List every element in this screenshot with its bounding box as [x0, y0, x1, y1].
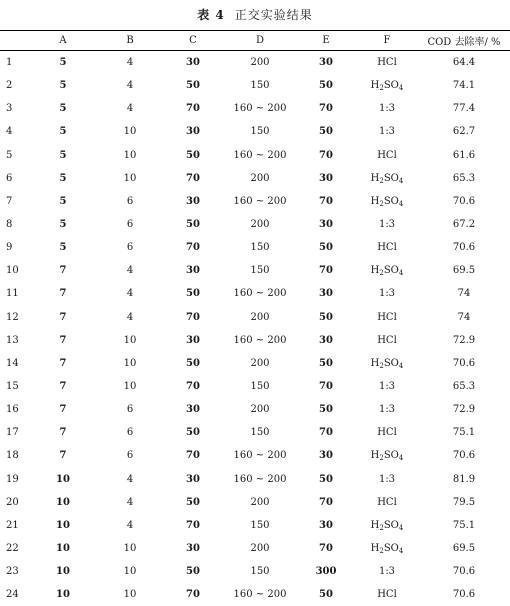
table-cell: 50: [162, 74, 224, 97]
table-cell: HCl: [356, 51, 418, 75]
table-cell: 65.3: [418, 375, 510, 398]
table-cell: 4: [98, 259, 162, 282]
table-cell: 10: [28, 537, 98, 560]
table-cell: 5: [28, 74, 98, 97]
table-cell: 69.5: [418, 537, 510, 560]
table-cell: 3: [0, 97, 28, 120]
table-cell: 30: [162, 468, 224, 491]
table-cell: 70: [296, 97, 356, 120]
table-cell: 5: [28, 120, 98, 143]
table-cell: 67.2: [418, 213, 510, 236]
table-row: [0, 421, 510, 444]
table-cell: 200: [224, 306, 296, 329]
table-cell: 6: [98, 421, 162, 444]
table-cell: HCl: [356, 236, 418, 259]
table-cell: 50: [162, 421, 224, 444]
table-row: [0, 375, 510, 398]
table-cell: 70.6: [418, 560, 510, 583]
column-header: COD 去除率/ %: [418, 31, 510, 51]
table-row: [0, 74, 510, 97]
table-row: [0, 306, 510, 329]
table-cell: 1: [0, 51, 28, 75]
table-cell: 4: [98, 491, 162, 514]
table-title: 正交实验结果: [235, 8, 313, 22]
table-cell: 10: [98, 560, 162, 583]
table-cell: 50: [296, 583, 356, 606]
table-cell: 7: [28, 282, 98, 305]
table-cell: 150: [224, 560, 296, 583]
table-cell: 1:3: [356, 560, 418, 583]
table-cell: 6: [98, 444, 162, 467]
table-cell: 30: [296, 444, 356, 467]
column-header: C: [162, 31, 224, 51]
table-cell: 5: [28, 51, 98, 75]
table-cell: 50: [162, 213, 224, 236]
table-cell: 30: [162, 398, 224, 421]
table-cell: 50: [296, 468, 356, 491]
table-cell: 7: [28, 306, 98, 329]
table-cell: 30: [296, 213, 356, 236]
table-cell: 200: [224, 51, 296, 75]
table-cell: 50: [296, 120, 356, 143]
table-cell: 13: [0, 329, 28, 352]
table-cell: 70.6: [418, 583, 510, 606]
table-cell: 50: [296, 352, 356, 375]
table-cell: 1:3: [356, 468, 418, 491]
table-cell: 150: [224, 421, 296, 444]
table-cell: 75.1: [418, 421, 510, 444]
table-cell: 22: [0, 537, 28, 560]
table-cell: $H_2SO_4$: [356, 444, 418, 467]
table-row: [0, 468, 510, 491]
table-cell: 160 ~ 200: [224, 468, 296, 491]
table-cell: HCl: [356, 306, 418, 329]
table-cell: 50: [296, 74, 356, 97]
table-cell: 70: [162, 306, 224, 329]
table-cell: 2: [0, 74, 28, 97]
table-cell: $H_2SO_4$: [356, 259, 418, 282]
table-cell: 17: [0, 421, 28, 444]
table-cell: 21: [0, 514, 28, 537]
table-cell: 50: [296, 236, 356, 259]
header-row: [0, 31, 510, 51]
table-cell: 10: [98, 120, 162, 143]
table-row: [0, 236, 510, 259]
table-cell: 7: [28, 421, 98, 444]
column-header: [0, 31, 28, 51]
table-cell: 200: [224, 213, 296, 236]
table-cell: 5: [28, 236, 98, 259]
table-cell: 10: [98, 329, 162, 352]
table-cell: 200: [224, 537, 296, 560]
table-cell: 200: [224, 352, 296, 375]
table-cell: 5: [28, 190, 98, 213]
table-cell: 10: [28, 514, 98, 537]
table-cell: HCl: [356, 583, 418, 606]
table-cell: 72.9: [418, 329, 510, 352]
table-cell: 5: [28, 213, 98, 236]
table-cell: 10: [98, 583, 162, 606]
table-cell: 7: [28, 398, 98, 421]
table-cell: 70: [296, 421, 356, 444]
table-cell: 160 ~ 200: [224, 282, 296, 305]
table-row: [0, 282, 510, 305]
table-cell: 70: [162, 514, 224, 537]
table-cell: 7: [0, 190, 28, 213]
table-cell: 74.1: [418, 74, 510, 97]
table-row: [0, 398, 510, 421]
table-cell: 74: [418, 282, 510, 305]
table-cell: 18: [0, 444, 28, 467]
table-cell: 5: [28, 97, 98, 120]
table-cell: 150: [224, 375, 296, 398]
table-row: [0, 213, 510, 236]
table-cell: 150: [224, 236, 296, 259]
table-cell: 70: [162, 167, 224, 190]
column-header: A: [28, 31, 98, 51]
table-cell: 50: [296, 306, 356, 329]
table-cell: 11: [0, 282, 28, 305]
table-number: 表 4: [197, 8, 225, 22]
table-cell: 7: [28, 375, 98, 398]
table-cell: 4: [0, 120, 28, 143]
table-cell: 160 ~ 200: [224, 329, 296, 352]
table-cell: 65.3: [418, 167, 510, 190]
table-row: [0, 491, 510, 514]
table-row: [0, 560, 510, 583]
table-cell: 30: [162, 259, 224, 282]
table-cell: 70.6: [418, 236, 510, 259]
table-cell: 30: [296, 329, 356, 352]
table-row: [0, 514, 510, 537]
table-row: [0, 352, 510, 375]
table-cell: 4: [98, 97, 162, 120]
table-cell: 10: [98, 375, 162, 398]
table-cell: 160 ~ 200: [224, 97, 296, 120]
table-cell: 50: [296, 398, 356, 421]
table-cell: 5: [28, 167, 98, 190]
table-cell: 7: [28, 444, 98, 467]
table-cell: $H_2SO_4$: [356, 74, 418, 97]
table-cell: $H_2SO_4$: [356, 190, 418, 213]
table-cell: 5: [28, 144, 98, 167]
table-cell: 50: [162, 491, 224, 514]
table-row: [0, 120, 510, 143]
table-cell: 10: [28, 583, 98, 606]
table-cell: 10: [98, 537, 162, 560]
table-cell: 30: [296, 282, 356, 305]
table-cell: 7: [28, 352, 98, 375]
table-cell: 70: [296, 190, 356, 213]
table-cell: 1:3: [356, 97, 418, 120]
table-cell: 70: [296, 375, 356, 398]
table-cell: 70: [162, 236, 224, 259]
table-cell: 4: [98, 306, 162, 329]
table-cell: 30: [162, 190, 224, 213]
table-cell: 1:3: [356, 120, 418, 143]
table-cell: 50: [162, 144, 224, 167]
table-cell: 12: [0, 306, 28, 329]
table-cell: 61.6: [418, 144, 510, 167]
table-cell: 1:3: [356, 282, 418, 305]
table-cell: 150: [224, 259, 296, 282]
table-cell: 15: [0, 375, 28, 398]
table-cell: 62.7: [418, 120, 510, 143]
table-cell: 6: [98, 213, 162, 236]
table-caption: [0, 6, 510, 23]
table-cell: 10: [98, 144, 162, 167]
table-cell: 75.1: [418, 514, 510, 537]
column-header: E: [296, 31, 356, 51]
results-table: [0, 30, 510, 606]
table-cell: 9: [0, 236, 28, 259]
table-cell: 150: [224, 74, 296, 97]
table-cell: 200: [224, 167, 296, 190]
table-cell: $H_2SO_4$: [356, 167, 418, 190]
table-cell: 4: [98, 51, 162, 75]
table-cell: 10: [98, 352, 162, 375]
table-cell: 8: [0, 213, 28, 236]
table-cell: 160 ~ 200: [224, 444, 296, 467]
table-cell: 160 ~ 200: [224, 144, 296, 167]
table-cell: 30: [162, 329, 224, 352]
column-header: D: [224, 31, 296, 51]
table-cell: 74: [418, 306, 510, 329]
table-row: [0, 583, 510, 606]
table-row: [0, 444, 510, 467]
table-row: [0, 329, 510, 352]
table-cell: 6: [98, 398, 162, 421]
table-cell: 150: [224, 120, 296, 143]
table-cell: 1:3: [356, 398, 418, 421]
column-header: F: [356, 31, 418, 51]
table-cell: 150: [224, 514, 296, 537]
table-row: [0, 97, 510, 120]
table-cell: 4: [98, 468, 162, 491]
table-cell: 77.4: [418, 97, 510, 120]
table-cell: HCl: [356, 329, 418, 352]
table-cell: 30: [162, 120, 224, 143]
table-cell: 70: [296, 144, 356, 167]
table-cell: 50: [162, 560, 224, 583]
table-cell: 81.9: [418, 468, 510, 491]
table-cell: HCl: [356, 491, 418, 514]
table-cell: 72.9: [418, 398, 510, 421]
table-cell: 70: [296, 491, 356, 514]
table-cell: 200: [224, 398, 296, 421]
table-cell: 20: [0, 491, 28, 514]
table-cell: 69.5: [418, 259, 510, 282]
table-cell: 14: [0, 352, 28, 375]
table-cell: HCl: [356, 421, 418, 444]
table-cell: 30: [296, 514, 356, 537]
table-cell: 300: [296, 560, 356, 583]
table-cell: 10: [28, 468, 98, 491]
table-cell: 6: [98, 236, 162, 259]
table-cell: 50: [162, 282, 224, 305]
table-cell: 50: [162, 352, 224, 375]
table-row: [0, 51, 510, 75]
table-cell: 1:3: [356, 375, 418, 398]
table-body: [0, 51, 510, 606]
table-cell: 70: [162, 444, 224, 467]
table-cell: 4: [98, 282, 162, 305]
table-cell: 10: [28, 560, 98, 583]
table-cell: 24: [0, 583, 28, 606]
table-cell: 70: [162, 583, 224, 606]
table-cell: 16: [0, 398, 28, 421]
table-cell: 30: [296, 51, 356, 75]
table-cell: 4: [98, 514, 162, 537]
table-row: [0, 190, 510, 213]
table-cell: 70.6: [418, 444, 510, 467]
table-cell: 1:3: [356, 213, 418, 236]
table-row: [0, 167, 510, 190]
table-cell: 10: [98, 167, 162, 190]
table-row: [0, 144, 510, 167]
table-cell: 79.5: [418, 491, 510, 514]
table-cell: 30: [162, 537, 224, 560]
table-cell: 7: [28, 259, 98, 282]
table-row: [0, 259, 510, 282]
table-cell: $H_2SO_4$: [356, 537, 418, 560]
table-cell: 6: [98, 190, 162, 213]
table-cell: 64.4: [418, 51, 510, 75]
table-cell: 70: [162, 375, 224, 398]
table-cell: 200: [224, 491, 296, 514]
table-cell: 19: [0, 468, 28, 491]
table-cell: 23: [0, 560, 28, 583]
table-cell: 10: [0, 259, 28, 282]
table-cell: 30: [162, 51, 224, 75]
column-header: B: [98, 31, 162, 51]
table-cell: 70.6: [418, 190, 510, 213]
table-cell: 70: [296, 259, 356, 282]
table-cell: 160 ~ 200: [224, 190, 296, 213]
table-cell: HCl: [356, 144, 418, 167]
table-cell: 4: [98, 74, 162, 97]
table-cell: 70.6: [418, 352, 510, 375]
table-cell: 6: [0, 167, 28, 190]
table-cell: $H_2SO_4$: [356, 514, 418, 537]
table-cell: $H_2SO_4$: [356, 352, 418, 375]
table-cell: 70: [296, 537, 356, 560]
table-cell: 160 ~ 200: [224, 583, 296, 606]
table-row: [0, 537, 510, 560]
table-cell: 7: [28, 329, 98, 352]
table-cell: 70: [162, 97, 224, 120]
table-cell: 10: [28, 491, 98, 514]
table-cell: 5: [0, 144, 28, 167]
table-cell: 30: [296, 167, 356, 190]
